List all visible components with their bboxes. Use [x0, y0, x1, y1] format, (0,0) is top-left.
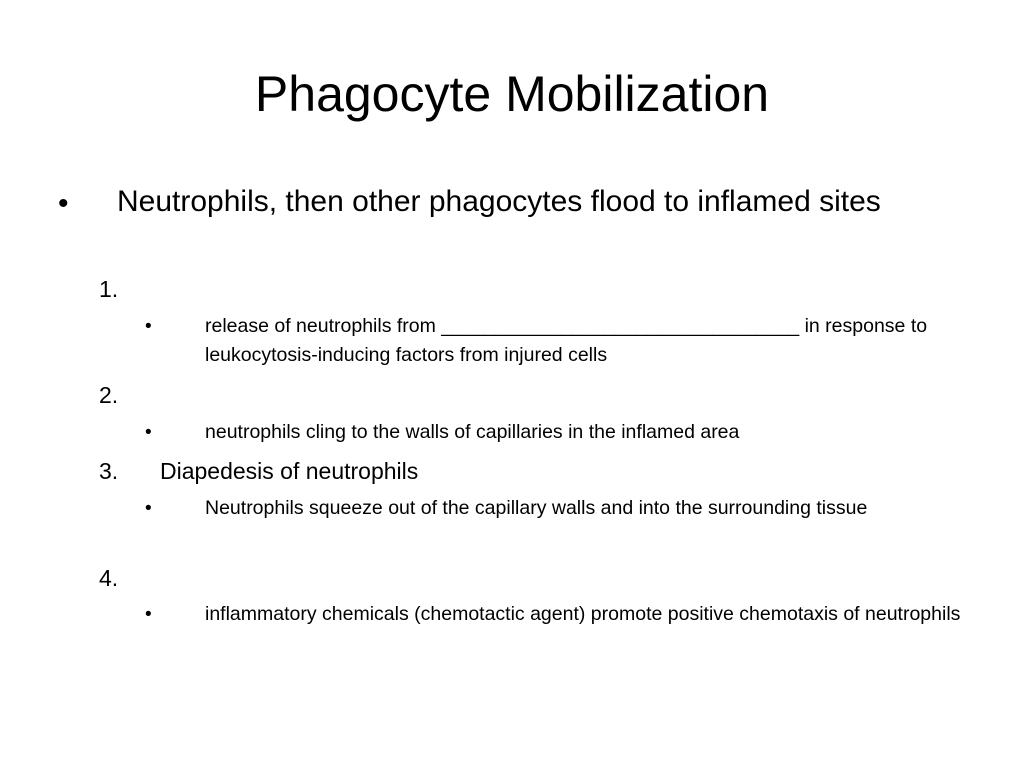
bullet-icon: • — [145, 604, 152, 625]
step-number: 2. — [99, 382, 119, 408]
slide-title: Phagocyte Mobilization — [254, 66, 770, 122]
main-bullet-text: Neutrophils, then other phagocytes flood to inflamed sites — [117, 185, 881, 218]
bullet-icon: • — [58, 187, 69, 220]
step-detail: neutrophils cling to the walls of capillaries in the inflamed area — [205, 421, 740, 443]
bullet-icon: • — [145, 316, 152, 337]
step-number: 4. — [99, 565, 119, 591]
step-detail: inflammatory chemicals (chemotactic agent) promote positive chemotaxis of neutrophils — [205, 603, 961, 625]
step-detail: Neutrophils squeeze out of the capillary walls and into the surrounding tissue — [205, 497, 868, 519]
bullet-icon: • — [145, 422, 152, 443]
bullet-icon: • — [145, 498, 152, 519]
step-number: 1. — [99, 276, 119, 302]
step-number: 3. — [99, 458, 119, 484]
step-label: Diapedesis of neutrophils — [160, 458, 419, 484]
step-detail: release of neutrophils from _________________________________ in response to leukocytosis-inducing factors from injured cells — [205, 315, 928, 366]
